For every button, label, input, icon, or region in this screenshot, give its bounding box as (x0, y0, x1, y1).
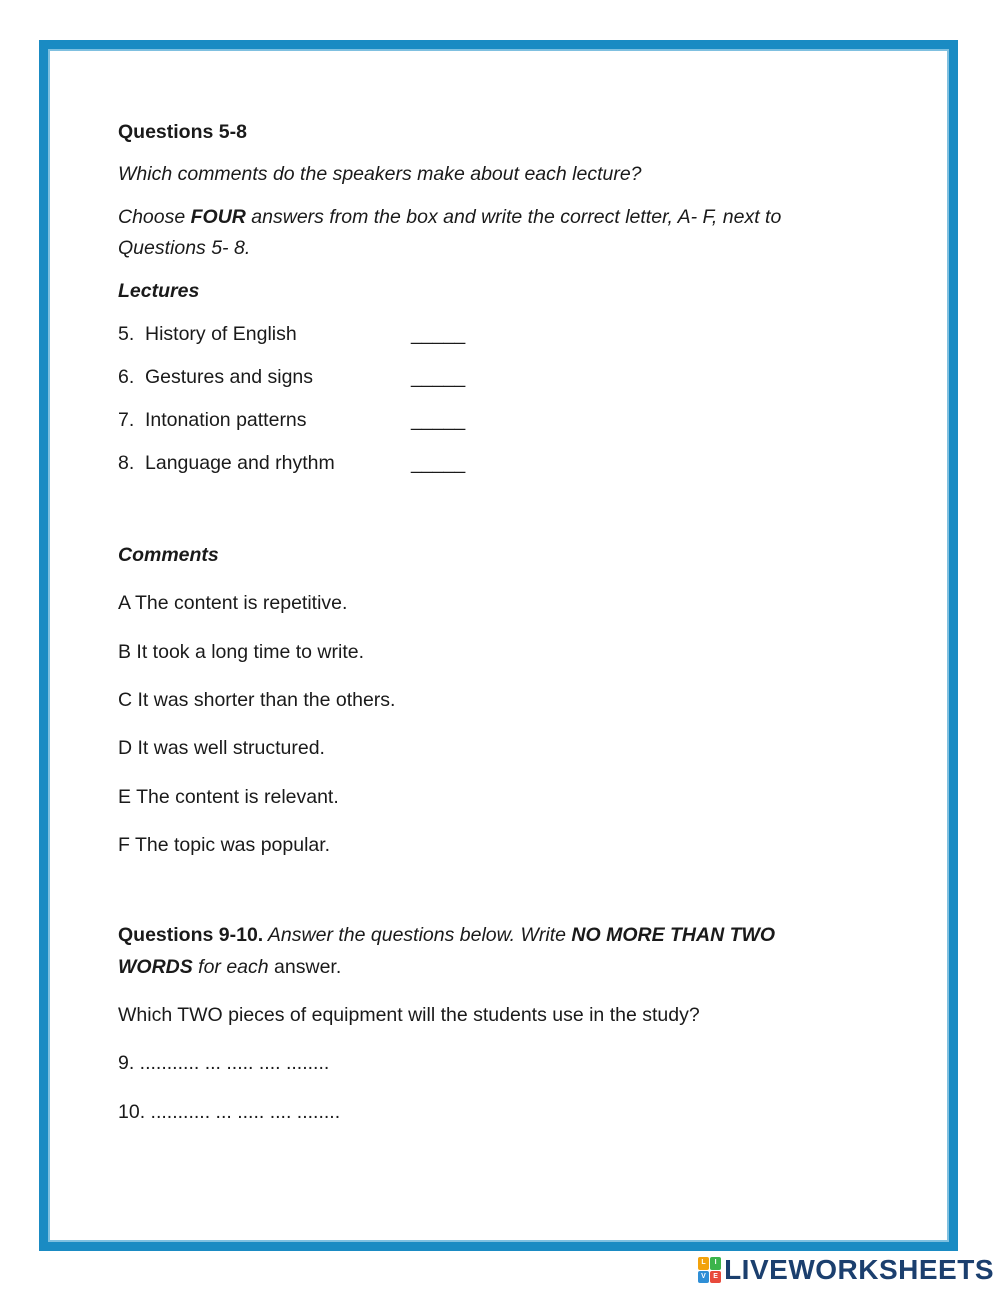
lecture-label: History of English (145, 323, 297, 345)
instruction-line-1 (118, 205, 781, 229)
lecture-item (118, 408, 307, 432)
section2-for-each: for each (192, 956, 269, 978)
lecture-number: 5. (118, 323, 135, 345)
liveworksheets-logo (698, 1254, 994, 1286)
comment-item: B It took a long time to write. (118, 641, 365, 663)
logo-letter: V (698, 1271, 709, 1284)
logo-letter: L (698, 1257, 709, 1270)
lecture-answer-blank[interactable]: _____ (411, 323, 466, 345)
logo-icon (698, 1257, 721, 1283)
answer-9[interactable]: 9. ........... ... ..... .... ........ (118, 1052, 330, 1074)
lecture-number: 7. (118, 409, 135, 431)
instruction-pre: Choose (118, 206, 191, 228)
lecture-label: Gestures and signs (145, 366, 314, 388)
section2-intro-bold: NO MORE THAN TWO (571, 924, 776, 946)
lecture-answer-blank[interactable]: _____ (411, 409, 466, 431)
lecture-item (118, 365, 313, 389)
section2-answer: answer. (268, 956, 342, 978)
lecture-answer-blank[interactable]: _____ (411, 366, 466, 388)
section2-words: WORDS (118, 956, 193, 978)
lecture-item (118, 322, 297, 346)
brand-name: LIVEWORKSHEETS (724, 1254, 994, 1285)
answer-10[interactable]: 10. ........... ... ..... .... ........ (118, 1101, 341, 1123)
instruction-post: answers from the box and write the correct letter, A- F, next to (245, 206, 782, 228)
instruction-bold: FOUR (190, 206, 246, 228)
comment-item: A The content is repetitive. (118, 592, 348, 614)
section-question: Which comments do the speakers make about each lecture? (118, 163, 642, 185)
section-title-5-8: Questions 5-8 (118, 121, 247, 143)
comment-item: D It was well structured. (118, 737, 325, 759)
section-title-9-10 (118, 923, 775, 947)
comment-item: C It was shorter than the others. (118, 689, 396, 711)
comment-item: E The content is relevant. (118, 786, 339, 808)
comment-item: F The topic was popular. (118, 834, 331, 856)
lecture-answer-blank[interactable]: _____ (411, 452, 466, 474)
comments-heading: Comments (118, 544, 219, 566)
instruction-line-2: Questions 5- 8. (118, 237, 251, 259)
section2-question: Which TWO pieces of equipment will the students use in the study? (118, 1004, 700, 1026)
section2-line-2 (118, 955, 341, 979)
section2-intro: Answer the questions below. Write (263, 924, 572, 946)
lecture-item (118, 451, 335, 475)
lecture-label: Language and rhythm (145, 452, 335, 474)
logo-letter: I (710, 1257, 721, 1270)
logo-letter: E (710, 1271, 721, 1284)
lectures-heading: Lectures (118, 280, 200, 302)
lecture-number: 6. (118, 366, 135, 388)
lecture-label: Intonation patterns (145, 409, 307, 431)
section2-title: Questions 9-10. (118, 924, 264, 946)
lecture-number: 8. (118, 452, 135, 474)
